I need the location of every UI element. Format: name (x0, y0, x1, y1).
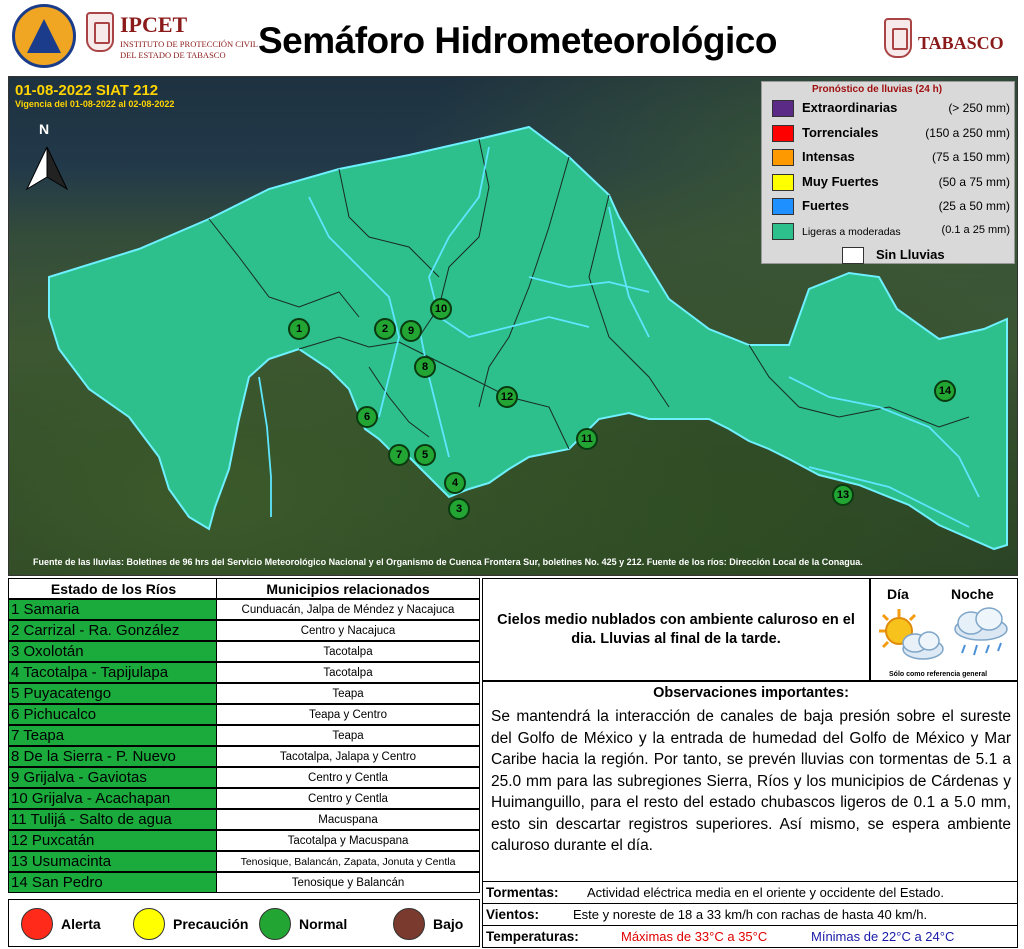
header (0, 0, 1024, 76)
station-marker-6: 6 (356, 406, 378, 428)
winds-value: Este y noreste de 18 a 33 km/h con rachas de hasta 40 km/h. (573, 907, 928, 922)
legend-item (772, 97, 1010, 119)
river-municipios: Teapa (217, 683, 480, 704)
station-marker-2: 2 (374, 318, 396, 340)
river-name: 5 Puyacatengo (8, 683, 217, 704)
legend-swatch (772, 149, 794, 166)
table-row (8, 830, 480, 851)
page-title: Semáforo Hidrometeorológico (258, 20, 777, 61)
table-row (8, 746, 480, 767)
river-name: 8 De la Sierra - P. Nuevo (8, 746, 217, 767)
table-row (8, 872, 480, 893)
status-dot-icon (393, 908, 425, 940)
legend-swatch (772, 223, 794, 240)
table-row (8, 809, 480, 830)
observations-title: Observaciones importantes: (653, 685, 849, 701)
station-marker-3: 3 (448, 498, 470, 520)
river-name: 12 Puxcatán (8, 830, 217, 851)
cloud-rain-icon (945, 605, 1017, 665)
winds-label: Vientos: (486, 907, 540, 922)
river-municipios: Tacotalpa (217, 662, 480, 683)
legend-title: Pronóstico de lluvias (24 h) (812, 84, 943, 95)
legend-item (772, 146, 1010, 168)
status-dot-icon (133, 908, 165, 940)
reference-note: Sólo como referencia general (889, 671, 988, 678)
status-dot-icon (21, 908, 53, 940)
legend-range: (50 a 75 mm) (938, 174, 1010, 189)
station-marker-12: 12 (496, 386, 518, 408)
table-row (8, 704, 480, 725)
station-marker-14: 14 (934, 380, 956, 402)
legend-item (772, 122, 1010, 144)
table-row (8, 599, 480, 620)
legend-range: (25 a 50 mm) (938, 199, 1010, 213)
station-marker-13: 13 (832, 484, 854, 506)
ipcet-subtitle-2: DEL ESTADO DE TABASCO (120, 50, 226, 60)
day-night-panel (870, 578, 1018, 681)
night-label: Noche (951, 586, 994, 602)
source-note: Fuente de las lluvias: Boletines de 96 hrs del Servicio Meteorológico Nacional y el Organismo de Cuenca Frontera Sur, boletines No. 425 y 212. Fuente de los ríos: Dirección Local de la Conagua. (33, 557, 863, 567)
legend-name: Sin Lluvias (876, 247, 945, 262)
storms-row (482, 882, 1018, 904)
validity-period: Vigencia del 01-08-2022 al 02-08-2022 (15, 99, 175, 109)
legend-name: Intensas (802, 149, 855, 164)
legend-swatch (772, 174, 794, 191)
river-municipios: Tacotalpa (217, 641, 480, 662)
river-municipios: Centro y Centla (217, 767, 480, 788)
river-name: 6 Pichucalco (8, 704, 217, 725)
state-map (8, 76, 1018, 576)
station-marker-7: 7 (388, 444, 410, 466)
table-row (8, 620, 480, 641)
legend-item (772, 195, 1010, 217)
table-row (8, 662, 480, 683)
station-marker-10: 10 (430, 298, 452, 320)
station-marker-4: 4 (444, 472, 466, 494)
tabasco-seal-icon (884, 18, 912, 58)
state-name: TABASCO (918, 33, 1004, 53)
river-municipios: Teapa y Centro (217, 704, 480, 725)
legend-range: (150 a 250 mm) (925, 125, 1010, 140)
station-marker-11: 11 (576, 428, 598, 450)
observations-panel (482, 681, 1018, 882)
header-municipios: Municipios relacionados (217, 578, 480, 599)
river-municipios: Tacotalpa y Macuspana (217, 830, 480, 851)
table-row (8, 725, 480, 746)
legend-range: (0.1 a 25 mm) (941, 223, 1010, 236)
table-header (8, 578, 480, 599)
legend-swatch (772, 125, 794, 142)
temp-max: Máximas de 33°C a 35°C (621, 929, 768, 944)
table-row (8, 683, 480, 704)
river-name: 13 Usumacinta (8, 851, 217, 872)
station-marker-1: 1 (288, 318, 310, 340)
ipcet-name: IPCET (120, 12, 188, 37)
river-status-legend (8, 899, 480, 947)
rain-forecast-legend (761, 81, 1015, 264)
table-row (8, 641, 480, 662)
legend-name: Ligeras a moderadas (802, 225, 901, 238)
bulletin-date-title: 01-08-2022 SIAT 212 (15, 82, 159, 99)
legend-name: Extraordinarias (802, 100, 898, 115)
status-label: Bajo (433, 916, 464, 932)
temp-min: Mínimas de 22°C a 24°C (811, 929, 955, 944)
forecast-text: Cielos medio nublados con ambiente caluroso en el dia. Lluvias al final de la tarde. (497, 611, 855, 647)
status-label: Normal (299, 916, 348, 932)
legend-swatch (842, 247, 864, 264)
status-label: Alerta (61, 916, 101, 932)
legend-range: (75 a 150 mm) (931, 150, 1010, 164)
river-name: 7 Teapa (8, 725, 217, 746)
rivers-table (8, 578, 480, 897)
status-dot-icon (259, 908, 291, 940)
legend-range: (> 250 mm) (948, 101, 1010, 115)
river-name: 1 Samaria (8, 599, 217, 620)
status-label: Precaución (173, 916, 249, 932)
legend-item (772, 171, 1010, 193)
river-municipios: Tenosique y Balancán (217, 872, 480, 893)
river-name: 2 Carrizal - Ra. González (8, 620, 217, 641)
proteccion-civil-logo-icon (12, 4, 76, 68)
station-marker-9: 9 (400, 320, 422, 342)
forecast-summary (482, 578, 870, 681)
north-label: N (39, 121, 50, 137)
station-marker-5: 5 (414, 444, 436, 466)
river-municipios: Cunduacán, Jalpa de Méndez y Nacajuca (217, 599, 480, 620)
temperatures-label: Temperaturas: (486, 929, 579, 944)
station-marker-8: 8 (414, 356, 436, 378)
river-name: 14 San Pedro (8, 872, 217, 893)
storms-label: Tormentas: (486, 885, 559, 900)
winds-row (482, 904, 1018, 926)
river-municipios: Centro y Nacajuca (217, 620, 480, 641)
legend-name: Fuertes (802, 198, 849, 213)
north-arrow-icon (27, 147, 67, 189)
river-name: 4 Tacotalpa - Tapijulapa (8, 662, 217, 683)
river-name: 9 Grijalva - Gaviotas (8, 767, 217, 788)
legend-item (772, 220, 1010, 242)
legend-swatch (772, 198, 794, 215)
river-name: 11 Tulijá - Salto de agua (8, 809, 217, 830)
temperatures-row (482, 926, 1018, 948)
ipcet-seal-icon (86, 12, 114, 52)
legend-name: Muy Fuertes (802, 173, 879, 189)
legend-item (772, 244, 1010, 266)
river-municipios: Macuspana (217, 809, 480, 830)
river-municipios: Tenosique, Balancán, Zapata, Jonuta y Centla (217, 851, 480, 872)
river-name: 10 Grijalva - Acachapan (8, 788, 217, 809)
river-municipios: Teapa (217, 725, 480, 746)
sun-cloud-icon (873, 605, 947, 665)
table-row (8, 767, 480, 788)
header-rivers-status: Estado de los Ríos (8, 578, 217, 599)
river-name: 3 Oxolotán (8, 641, 217, 662)
storms-value: Actividad eléctrica media en el oriente y occidente del Estado. (587, 885, 944, 900)
table-row (8, 851, 480, 872)
river-municipios: Tacotalpa, Jalapa y Centro (217, 746, 480, 767)
ipcet-subtitle-1: INSTITUTO DE PROTECCIÓN CIVIL (120, 39, 258, 49)
table-row (8, 788, 480, 809)
legend-swatch (772, 100, 794, 117)
day-label: Día (887, 586, 909, 602)
river-municipios: Centro y Centla (217, 788, 480, 809)
observations-body: Se mantendrá la interacción de canales de baja presión sobre el sureste del Golfo de México y la entrada de humedad del Golfo de México y Mar Caribe hacia la región. Por tanto, se prevén lluvias con tormentas de 5.1 a 25.0 mm para las subregiones Sierra, Ríos y los municipios de Cárdenas y Huimanguillo, para el resto del estado chubascos ligeros de 0.1 a 5.0 mm, esto sin descartar registros superiores. Así mismo, se espera ambiente caluroso durante el día. (491, 708, 1011, 854)
legend-name: Torrenciales (802, 124, 879, 140)
